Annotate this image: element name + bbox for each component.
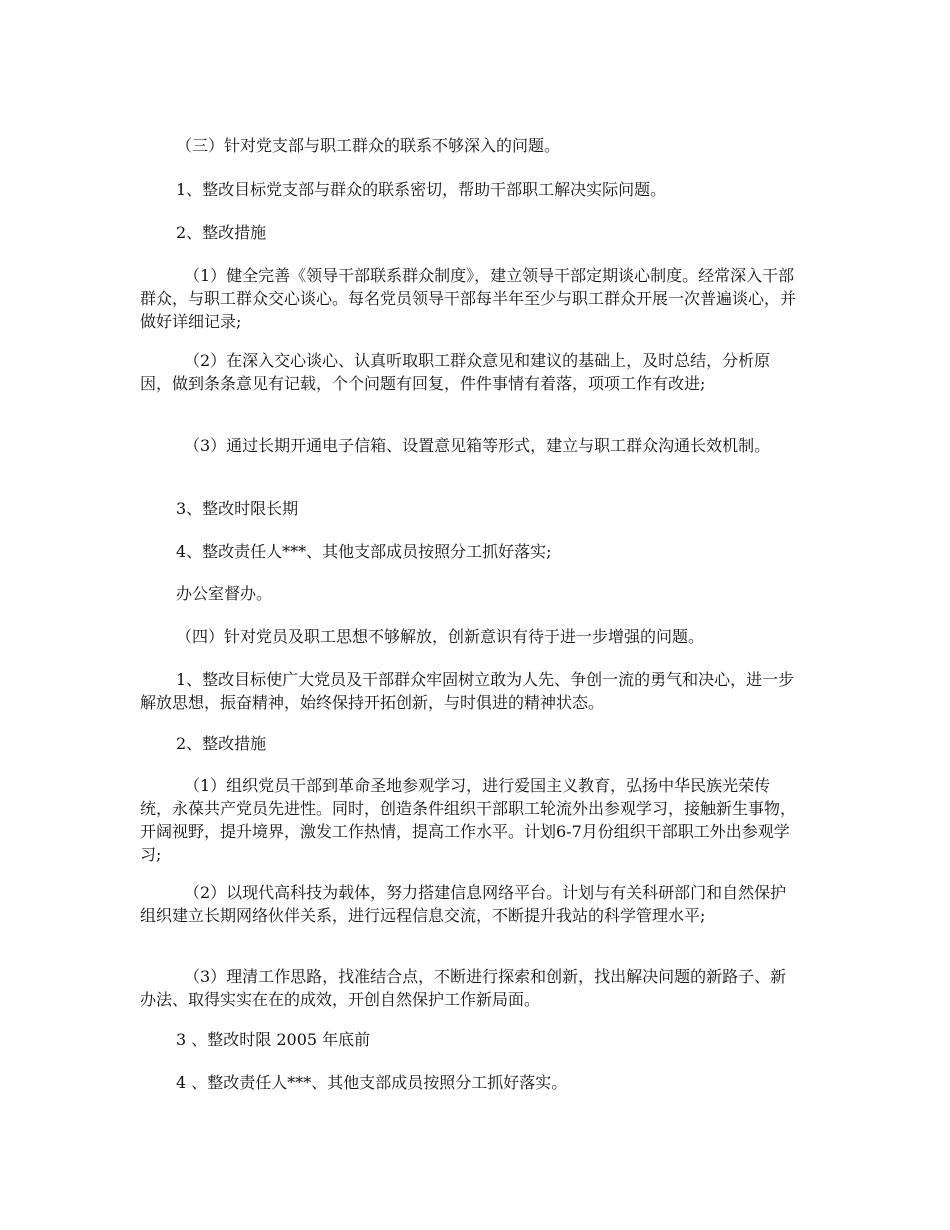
paragraph: （3）理清工作思路，找准结合点，不断进行探索和创新，找出解决问题的新路子、新办法、取得实实在在的成效，开创自然保护工作新局面。: [140, 967, 787, 1009]
paragraph: 4 、整改责任人***、其他支部成员按照分工抓好落实。: [176, 1073, 568, 1092]
paragraph: 3、整改时限长期: [176, 499, 299, 518]
paragraph: 4、整改责任人***、其他支部成员按照分工抓好落实;: [176, 542, 552, 561]
paragraph: （1）健全完善《领导干部联系群众制度》，建立领导干部定期谈心制度。经常深入干部群众，与职工群众交心谈心。每名党员领导干部每半年至少与职工群众开展一次普遍谈心，并做好详细记录;: [140, 266, 797, 331]
paragraph: 2、整改措施: [176, 734, 267, 753]
paragraph: （3）通过长期开通电子信箱、设置意见箱等形式，建立与职工群众沟通长效机制。: [184, 436, 771, 455]
paragraph: 1、整改目标党支部与群众的联系密切，帮助干部职工解决实际问题。: [176, 180, 667, 199]
paragraph: 1、整改目标使广大党员及干部群众牢固树立敢为人先、争创一流的勇气和决心，进一步解放思想，振奋精神，始终保持开拓创新，与时俱进的精神状态。: [140, 670, 795, 712]
section-heading-4: （四）针对党员及职工思想不够解放，创新意识有待于进一步增强的问题。: [176, 627, 705, 646]
paragraph: （2）以现代高科技为载体，努力搭建信息网络平台。计划与有关科研部门和自然保护组织建立长期网络伙伴关系，进行远程信息交流，不断提升我站的科学管理水平;: [140, 883, 787, 925]
paragraph: 3 、整改时限 2005 年底前: [176, 1030, 371, 1049]
paragraph: （2）在深入交心谈心、认真听取职工群众意见和建议的基础上，及时总结，分析原因，做到条条意见有记载，个个问题有回复，件件事情有着落，项项工作有改进;: [140, 351, 771, 393]
section-heading-3: （三）针对党支部与职工群众的联系不够深入的问题。: [176, 136, 561, 155]
paragraph: 2、整改措施: [176, 223, 267, 242]
paragraph: （1）组织党员干部到革命圣地参观学习，进行爱国主义教育，弘扬中华民族光荣传统，永葆共产党员先进性。同时，创造条件组织干部职工轮流外出参观学习，接触新生事物，开阔视野，提升境界，激发工作热情，提高工作水平。计划6-7月份组织干部职工外出参观学习;: [140, 776, 797, 864]
paragraph: 办公室督办。: [176, 584, 273, 603]
